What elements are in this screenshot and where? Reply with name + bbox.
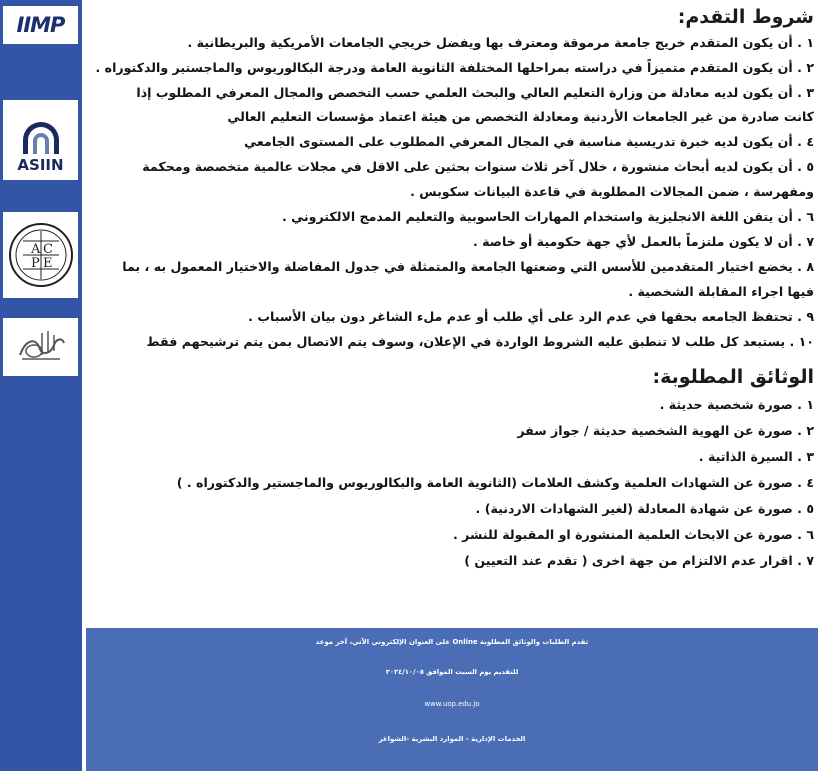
document-line: ٣ . السيرة الذاتية . — [698, 449, 814, 464]
website-link[interactable]: www.uop.edu.jo — [424, 700, 480, 708]
condition-line: ١ . أن يكون المتقدم خريج جامعة مرموقة ومعترف بها ويفضل خريجي الجامعات الأمريكية والبريطانية . — [187, 35, 814, 50]
condition-line: ٥ . أن يكون لديه أبحاث منشورة ، خلال آخر ثلاث سنوات بحثين على الاقل في مجلات عالمية متخصصة ومحكمة — [142, 159, 814, 174]
svg-text:C: C — [42, 242, 53, 257]
application-footer — [86, 628, 818, 771]
imp-logo — [3, 6, 78, 44]
asiin-logo — [3, 100, 78, 180]
document-line: ٦ . صورة عن الابحاث العلمية المنشورة او المقبولة للنشر . — [453, 527, 814, 542]
condition-line: ٧ . أن لا يكون ملتزماً بالعمل لأي جهة حكومية أو خاصة . — [472, 234, 814, 249]
document-line: ٤ . صورة عن الشهادات العلمية وكشف العلامات (الثانوية العامة والبكالوريوس والماجستير والدكتوراه . ) — [176, 475, 814, 490]
footer-instructions: تقدم الطلبات والوثائق المطلوبة Online على العنوان الإلكتروني الآتي، آخر موعد — [315, 638, 589, 646]
announcement-content — [86, 0, 814, 628]
condition-line: فيها اجراء المقابلة الشخصية . — [628, 284, 814, 299]
condition-line: ٣ . أن يكون لديه معادلة من وزارة التعليم العالي والبحث العلمي حسب التخصص والمجال المعرفي المطلوب إذا — [136, 85, 814, 100]
condition-line: ٦ . أن يتقن اللغة الانجليزية واستخدام المهارات الحاسوبية والتعليم المدمج الالكتروني . — [281, 209, 814, 224]
condition-line: ٤ . أن يكون لديه خبرة تدريسية مناسبة في المجال المعرفي المطلوب على المستوى الجامعي — [244, 134, 814, 149]
condition-line: ١٠ . يستبعد كل طلب لا تنطبق عليه الشروط الواردة في الإعلان، وسوف يتم الاتصال بمن يتم ترشيحهم فقط — [146, 334, 814, 349]
documents-title: الوثائق المطلوبة: — [652, 366, 814, 388]
imp-logo-text: IIMP — [16, 13, 65, 37]
acpe-seal-icon — [7, 221, 75, 289]
logo-sidebar — [0, 0, 82, 771]
condition-line: كانت صادرة من غير الجامعات الأردنية ومعادلة التخصص من هيئة اعتماد مؤسسات التعليم العالي — [227, 109, 814, 124]
asiin-arch-icon — [19, 120, 63, 156]
footer-deadline: للتقديم يوم السبت الموافق ٢٠٢٤/١٠/٠٥ — [385, 668, 519, 676]
document-line: ٧ . اقرار عدم الالتزام من جهة اخرى ( تقدم عند التعيين ) — [464, 553, 814, 568]
condition-line: ٨ . يخضع اختيار المتقدمين للأسس التي وضعتها الجامعة والمتمثلة في جدول المفاضلة والاختيار المعمول به ، بما — [122, 259, 814, 274]
asiin-logo-text: ASIIN — [17, 156, 64, 174]
condition-line: ومفهرسة ، ضمن المجالات المطلوبة في قاعدة البيانات سكوبس . — [410, 184, 814, 199]
acpe-logo — [3, 212, 78, 298]
condition-line: ٩ . تحتفظ الجامعه بحقها في عدم الرد على أي طلب أو عدم ملء الشاغر دون بيان الأسباب . — [248, 309, 814, 324]
svg-text:E: E — [42, 256, 52, 271]
svg-text:A: A — [30, 242, 40, 257]
conditions-title: شروط التقدم: — [677, 6, 814, 28]
document-line: ١ . صورة شخصية حديثة . — [659, 397, 814, 412]
condition-line: ٢ . أن يكون المتقدم متميزاً في دراسته بمراحلها المختلفة الثانوية العامة ودرجة البكالوريوس والماجستير والدكتوراه . — [95, 60, 814, 75]
seal-logo — [3, 318, 78, 376]
document-line: ٢ . صورة عن الهوية الشخصية حديثة / جواز سفر — [517, 423, 814, 438]
document-line: ٥ . صورة عن شهادة المعادلة (لغير الشهادات الاردنية) . — [475, 501, 814, 516]
svg-text:P: P — [30, 256, 40, 271]
tughra-seal-icon — [12, 325, 70, 369]
footer-department: الخدمات الإدارية - الموارد البشرية -الشواغر — [378, 735, 526, 743]
